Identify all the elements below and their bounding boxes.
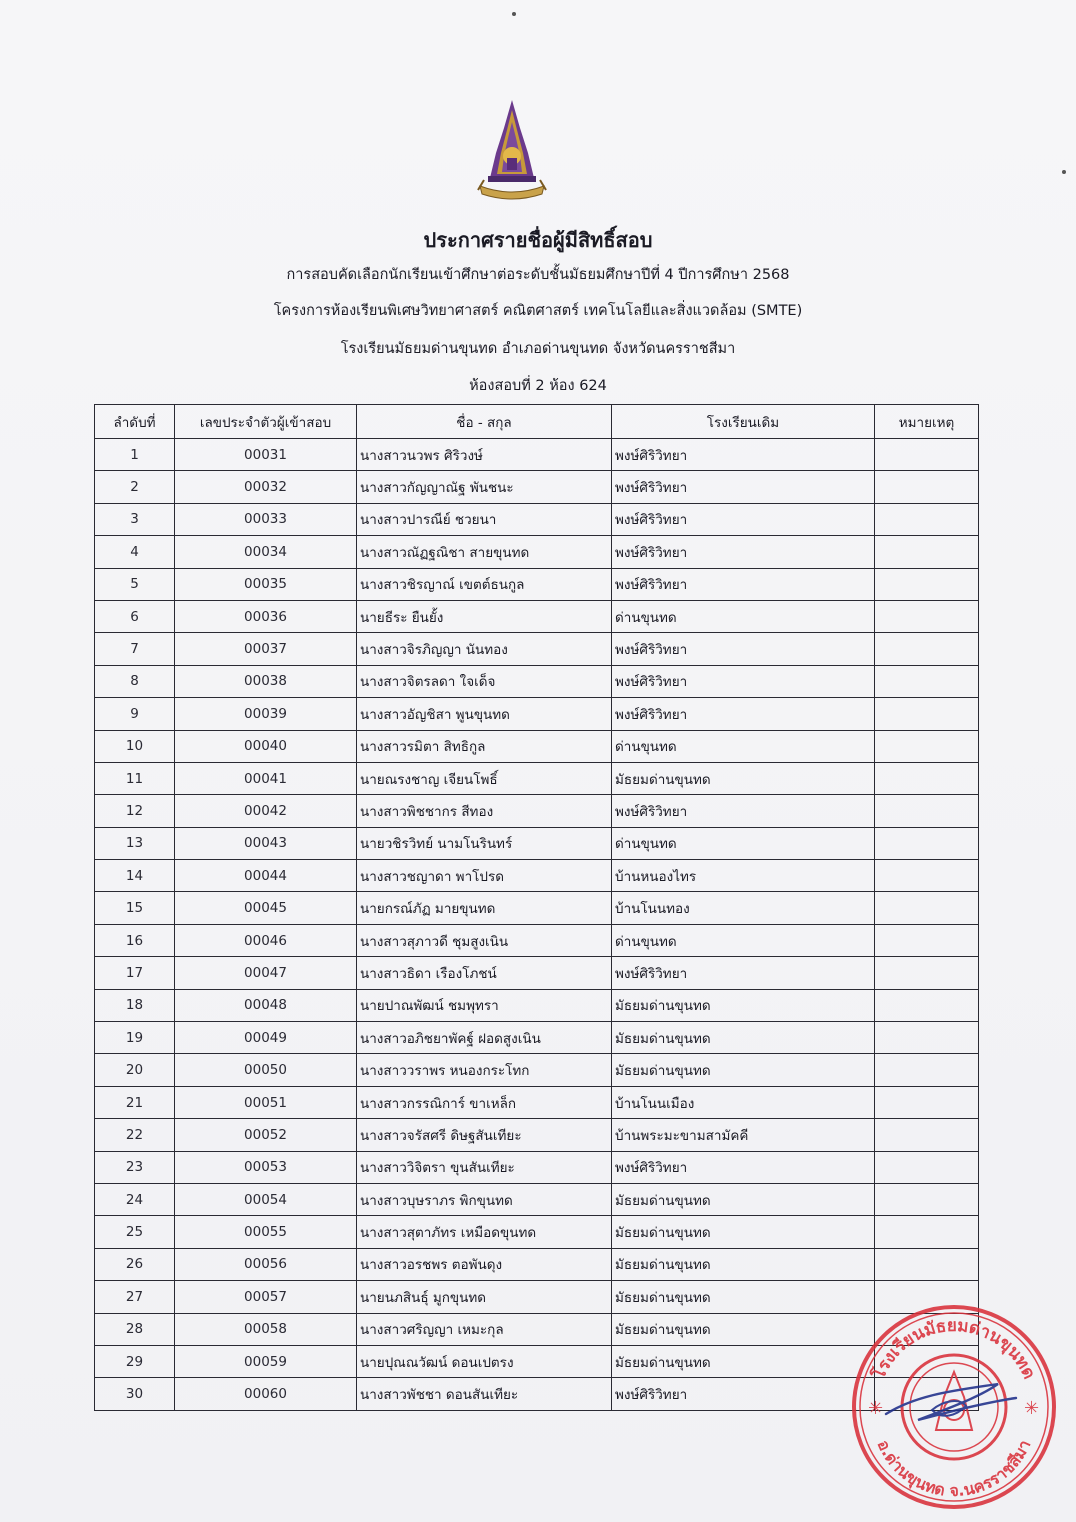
name-cell: นางสาวสุภาวดี ชุมสูงเนิน [357,924,612,956]
candidate-id-cell: 00049 [175,1022,357,1054]
number-cell: 14 [95,860,175,892]
candidate-id-cell: 00040 [175,730,357,762]
candidate-id-cell: 00031 [175,439,357,471]
previous-school-cell: ด่านขุนทด [612,827,875,859]
name-cell: นางสาวณัฏฐณิชา สายขุนทด [357,536,612,568]
previous-school-cell: พงษ์ศิริวิทยา [612,471,875,503]
name-cell: นางสาวศริญญา เหมะกุล [357,1313,612,1345]
table-row [95,471,979,503]
name-cell: นางสาวอรชพร ตอพันดุง [357,1248,612,1280]
previous-school-cell: ด่านขุนทด [612,730,875,762]
candidate-id-cell: 00039 [175,698,357,730]
candidate-id-cell: 00032 [175,471,357,503]
table-row [95,439,979,471]
previous-school-cell: พงษ์ศิริวิทยา [612,698,875,730]
number-cell: 18 [95,989,175,1021]
candidate-id-cell: 00043 [175,827,357,859]
name-cell: นางสาวจรัสศรี ดิษฐสันเทียะ [357,1119,612,1151]
svg-text:โรงเรียนมัธยมด่านขุนทด: โรงเรียนมัธยมด่านขุนทด [869,1315,1039,1383]
previous-school-cell: พงษ์ศิริวิทยา [612,633,875,665]
remarks-cell [875,1054,979,1086]
candidate-id-cell: 00058 [175,1313,357,1345]
previous-school-cell: พงษ์ศิริวิทยา [612,1151,875,1183]
name-cell: นางสาวกรรณิการ์ ขาเหล็ก [357,1086,612,1118]
candidate-id-cell: 00041 [175,762,357,794]
table-row [95,536,979,568]
candidate-id-cell: 00054 [175,1183,357,1215]
previous-school-cell: บ้านโนนเมือง [612,1086,875,1118]
table-row [95,600,979,632]
previous-school-cell: พงษ์ศิริวิทยา [612,1378,875,1410]
number-cell: 20 [95,1054,175,1086]
number-cell: 24 [95,1183,175,1215]
previous-school-cell: ด่านขุนทด [612,600,875,632]
remarks-cell [875,439,979,471]
name-cell: นางสาวอัญชิสา พูนขุนทด [357,698,612,730]
previous-school-cell: ด่านขุนทด [612,924,875,956]
name-cell: นางสาวรมิตา สิทธิกูล [357,730,612,762]
table-row [95,633,979,665]
number-cell: 25 [95,1216,175,1248]
previous-school-cell: มัธยมด่านขุนทด [612,1183,875,1215]
candidate-id-cell: 00051 [175,1086,357,1118]
name-cell: นางสาวนวพร ศิริวงษ์ [357,439,612,471]
previous-school-cell: พงษ์ศิริวิทยา [612,439,875,471]
remarks-cell [875,762,979,794]
table-row [95,1054,979,1086]
number-cell: 13 [95,827,175,859]
remarks-cell [875,600,979,632]
svg-text:✳: ✳ [868,1398,884,1419]
candidate-id-cell: 00046 [175,924,357,956]
table-row [95,989,979,1021]
table-row [95,1248,979,1280]
table-row [95,698,979,730]
previous-school-cell: มัธยมด่านขุนทด [612,1216,875,1248]
remarks-cell [875,1216,979,1248]
remarks-cell [875,730,979,762]
exam-description: การสอบคัดเลือกนักเรียนเข้าศึกษาต่อระดับชั้นมัธยมศึกษาปีที่ 4 ปีการศึกษา 2568 [286,267,790,283]
remarks-cell [875,957,979,989]
candidate-id-cell: 00060 [175,1378,357,1410]
number-cell: 7 [95,633,175,665]
table-row [95,503,979,535]
remarks-cell [875,633,979,665]
name-cell: นายธีระ ยืนยั้ง [357,600,612,632]
previous-school-cell: มัธยมด่านขุนทด [612,1248,875,1280]
number-cell: 16 [95,924,175,956]
number-cell: 29 [95,1345,175,1377]
previous-school-cell: บ้านโนนทอง [612,892,875,924]
name-cell: นายกรณ์ภัฏ มายขุนทด [357,892,612,924]
svg-text:อ.ด่านขุนทด จ.นครราชสีมา: อ.ด่านขุนทด จ.นครราชสีมา [873,1436,1035,1501]
remarks-cell [875,795,979,827]
table-row [95,665,979,697]
number-cell: 19 [95,1022,175,1054]
candidate-id-cell: 00052 [175,1119,357,1151]
number-cell: 26 [95,1248,175,1280]
name-cell: นางสาวจิรภิญญา นันทอง [357,633,612,665]
number-cell: 1 [95,439,175,471]
remarks-cell [875,568,979,600]
number-cell: 6 [95,600,175,632]
name-cell: นางสาวกัญญาณัฐ พันชนะ [357,471,612,503]
remarks-cell [875,1086,979,1118]
number-cell: 23 [95,1151,175,1183]
name-cell: นางสาวจิตรลดา ใจเด็จ [357,665,612,697]
previous-school-cell: มัธยมด่านขุนทด [612,1281,875,1313]
table-row [95,762,979,794]
candidate-id-cell: 00038 [175,665,357,697]
name-cell: นางสาววราพร หนองกระโทก [357,1054,612,1086]
remarks-cell [875,827,979,859]
number-cell: 5 [95,568,175,600]
number-cell: 10 [95,730,175,762]
remarks-cell [875,860,979,892]
previous-school-cell: บ้านหนองไทร [612,860,875,892]
number-cell: 22 [95,1119,175,1151]
candidate-id-cell: 00050 [175,1054,357,1086]
column-header-candidate-id: เลขประจำตัวผู้เข้าสอบ [175,405,357,439]
table-row [95,1183,979,1215]
name-cell: นายวชิรวิทย์ นามโนรินทร์ [357,827,612,859]
candidate-id-cell: 00045 [175,892,357,924]
number-cell: 3 [95,503,175,535]
number-cell: 9 [95,698,175,730]
previous-school-cell: มัธยมด่านขุนทด [612,1054,875,1086]
previous-school-cell: บ้านพระมะขามสามัคคี [612,1119,875,1151]
svg-text:✳: ✳ [1024,1398,1040,1419]
remarks-cell [875,1183,979,1215]
program-name: โครงการห้องเรียนพิเศษวิทยาศาสตร์ คณิตศาสตร์ เทคโนโลยีและสิ่งแวดล้อม (SMTE) [273,303,803,319]
name-cell: นางสาวธิดา เรืองโภชน์ [357,957,612,989]
table-row [95,1119,979,1151]
previous-school-cell: พงษ์ศิริวิทยา [612,503,875,535]
number-cell: 27 [95,1281,175,1313]
number-cell: 15 [95,892,175,924]
table-header-row [95,405,979,439]
table-row [95,957,979,989]
previous-school-cell: มัธยมด่านขุนทด [612,762,875,794]
candidate-id-cell: 00036 [175,600,357,632]
scan-speck [512,12,516,16]
candidate-id-cell: 00055 [175,1216,357,1248]
remarks-cell [875,665,979,697]
candidate-id-cell: 00059 [175,1345,357,1377]
candidate-id-cell: 00037 [175,633,357,665]
candidate-id-cell: 00034 [175,536,357,568]
previous-school-cell: พงษ์ศิริวิทยา [612,568,875,600]
name-cell: นางสาวชญาดา พาโปรด [357,860,612,892]
school-name: โรงเรียนมัธยมด่านขุนทด อำเภอด่านขุนทด จังหวัดนครราชสีมา [340,341,736,357]
name-cell: นายปุณณวัฒน์ ดอนเปตรง [357,1345,612,1377]
official-seal-stamp [848,1302,1060,1512]
number-cell: 28 [95,1313,175,1345]
scan-speck [1062,170,1066,174]
name-cell: นางสาวพัชชา ดอนสันเทียะ [357,1378,612,1410]
name-cell: นางสาวพิชชากร สีทอง [357,795,612,827]
number-cell: 17 [95,957,175,989]
candidate-id-cell: 00033 [175,503,357,535]
remarks-cell [875,1119,979,1151]
previous-school-cell: พงษ์ศิริวิทยา [612,665,875,697]
number-cell: 4 [95,536,175,568]
column-header-number: ลำดับที่ [95,405,175,439]
number-cell: 2 [95,471,175,503]
candidate-id-cell: 00035 [175,568,357,600]
candidate-id-cell: 00044 [175,860,357,892]
table-row [95,1086,979,1118]
name-cell: นางสาววิจิตรา ขุนสันเทียะ [357,1151,612,1183]
number-cell: 30 [95,1378,175,1410]
remarks-cell [875,698,979,730]
column-header-previous-school: โรงเรียนเดิม [612,405,875,439]
candidate-id-cell: 00057 [175,1281,357,1313]
column-header-remarks: หมายเหตุ [875,405,979,439]
remarks-cell [875,924,979,956]
school-emblem-logo [474,98,550,208]
remarks-cell [875,1022,979,1054]
previous-school-cell: พงษ์ศิริวิทยา [612,957,875,989]
name-cell: นางสาวสุตาภัทร เหมือดขุนทด [357,1216,612,1248]
previous-school-cell: พงษ์ศิริวิทยา [612,536,875,568]
candidate-id-cell: 00047 [175,957,357,989]
table-row [95,1313,979,1345]
table-row [95,924,979,956]
page-title: ประกาศรายชื่อผู้มีสิทธิ์สอบ [423,228,653,252]
remarks-cell [875,892,979,924]
table-body [95,439,979,1411]
table-row [95,1378,979,1410]
table-row [95,730,979,762]
table-row [95,1345,979,1377]
previous-school-cell: พงษ์ศิริวิทยา [612,795,875,827]
candidate-id-cell: 00048 [175,989,357,1021]
table-row [95,1151,979,1183]
name-cell: นางสาวชิรญาณ์ เขตต์ธนกูล [357,568,612,600]
previous-school-cell: มัธยมด่านขุนทด [612,1313,875,1345]
candidate-id-cell: 00053 [175,1151,357,1183]
number-cell: 21 [95,1086,175,1118]
name-cell: นางสาวบุษราภร พิกขุนทด [357,1183,612,1215]
previous-school-cell: มัธยมด่านขุนทด [612,1345,875,1377]
candidate-table [94,404,979,1411]
remarks-cell [875,1151,979,1183]
name-cell: นางสาวปารณีย์ ชวยนา [357,503,612,535]
remarks-cell [875,471,979,503]
table-row [95,892,979,924]
remarks-cell [875,503,979,535]
number-cell: 8 [95,665,175,697]
table-row [95,1022,979,1054]
name-cell: นางสาวอภิชยาพัคฐ์ ฝอดสูงเนิน [357,1022,612,1054]
number-cell: 11 [95,762,175,794]
candidate-id-cell: 00042 [175,795,357,827]
remarks-cell [875,1248,979,1280]
column-header-name: ชื่อ - สกุล [357,405,612,439]
number-cell: 12 [95,795,175,827]
table-row [95,568,979,600]
table-row [95,827,979,859]
remarks-cell [875,989,979,1021]
previous-school-cell: มัธยมด่านขุนทด [612,989,875,1021]
candidate-id-cell: 00056 [175,1248,357,1280]
table-row [95,1281,979,1313]
table-row [95,795,979,827]
table-row [95,860,979,892]
exam-room: ห้องสอบที่ 2 ห้อง 624 [469,378,607,394]
name-cell: นายนภสินธุ์ มูกขุนทด [357,1281,612,1313]
name-cell: นายปาณพัฒน์ ชมพุทรา [357,989,612,1021]
name-cell: นายณรงชาญ เจียนโพธิ์ [357,762,612,794]
previous-school-cell: มัธยมด่านขุนทด [612,1022,875,1054]
remarks-cell [875,536,979,568]
table-row [95,1216,979,1248]
